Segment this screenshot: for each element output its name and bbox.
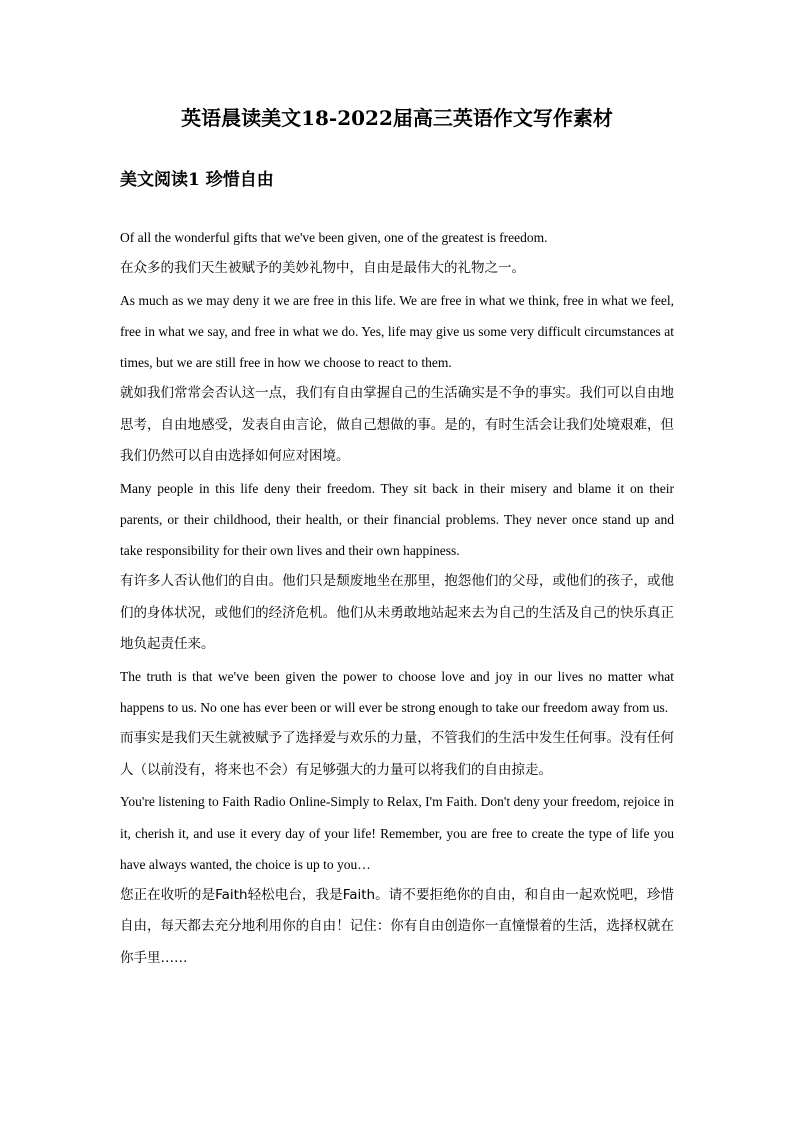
chinese-paragraph: 就如我们常常会否认这一点，我们有自由掌握自己的生活确实是不争的事实。我们可以自由地思考，自由地感受，发表自由言论，做自己想做的事。是的，有时生活会让我们处境艰难，但我们仍然可以自由选择如何应对困境。 bbox=[120, 385, 674, 465]
chinese-paragraph: 而事实是我们天生就被赋予了选择爱与欢乐的力量，不管我们的生活中发生任何事。没有任何人（以前没有，将来也不会）有足够强大的力量可以将我们的自由掠走。 bbox=[120, 730, 674, 778]
section-heading: 美文阅读1 珍惜自由 bbox=[120, 170, 274, 190]
english-paragraph: As much as we may deny it we are free in this life. We are free in what we think, free in what we feel, free in what we say, and free in what we do. Yes, life may give us some very difficult circumstances at times, but we are still free in how we choose to react to them. bbox=[120, 292, 674, 371]
english-paragraph: Of all the wonderful gifts that we've been given, one of the greatest is freedom. bbox=[120, 230, 548, 245]
english-paragraph: Many people in this life deny their freedom. They sit back in their misery and blame it on their parents, or their childhood, their health, or their financial problems. They never once stand up and take responsibility for their own lives and their own happiness. bbox=[120, 480, 674, 559]
article-body bbox=[120, 222, 674, 974]
document-title: 英语晨读美文18-2022届高三英语作文写作素材 bbox=[181, 106, 613, 130]
english-paragraph: You're listening to Faith Radio Online-Simply to Relax, I'm Faith. Don't deny your freedom, rejoice in it, cherish it, and use it every day of your life! Remember, you are free to create the type of life you have always wanted, the choice is up to you… bbox=[120, 794, 674, 872]
chinese-paragraph: 您正在收听的是Faith轻松电台，我是Faith。请不要拒绝你的自由，和自由一起欢悦吧，珍惜自由，每天都去充分地利用你的自由！记住：你有自由创造你一直憧憬着的生活，选择权就在你手里…… bbox=[120, 886, 674, 966]
chinese-paragraph: 在众多的我们天生被赋予的美妙礼物中，自由是最伟大的礼物之一。 bbox=[120, 260, 525, 277]
english-paragraph: The truth is that we've been given the power to choose love and joy in our lives no matter what happens to us. No one has ever been or will ever be strong enough to take our freedom away from us. bbox=[120, 668, 674, 716]
chinese-paragraph: 有许多人否认他们的自由。他们只是颓废地坐在那里，抱怨他们的父母，或他们的孩子，或他们的身体状况，或他们的经济危机。他们从未勇敢地站起来去为自己的生活及自己的快乐真正地负起责任来。 bbox=[120, 573, 674, 653]
